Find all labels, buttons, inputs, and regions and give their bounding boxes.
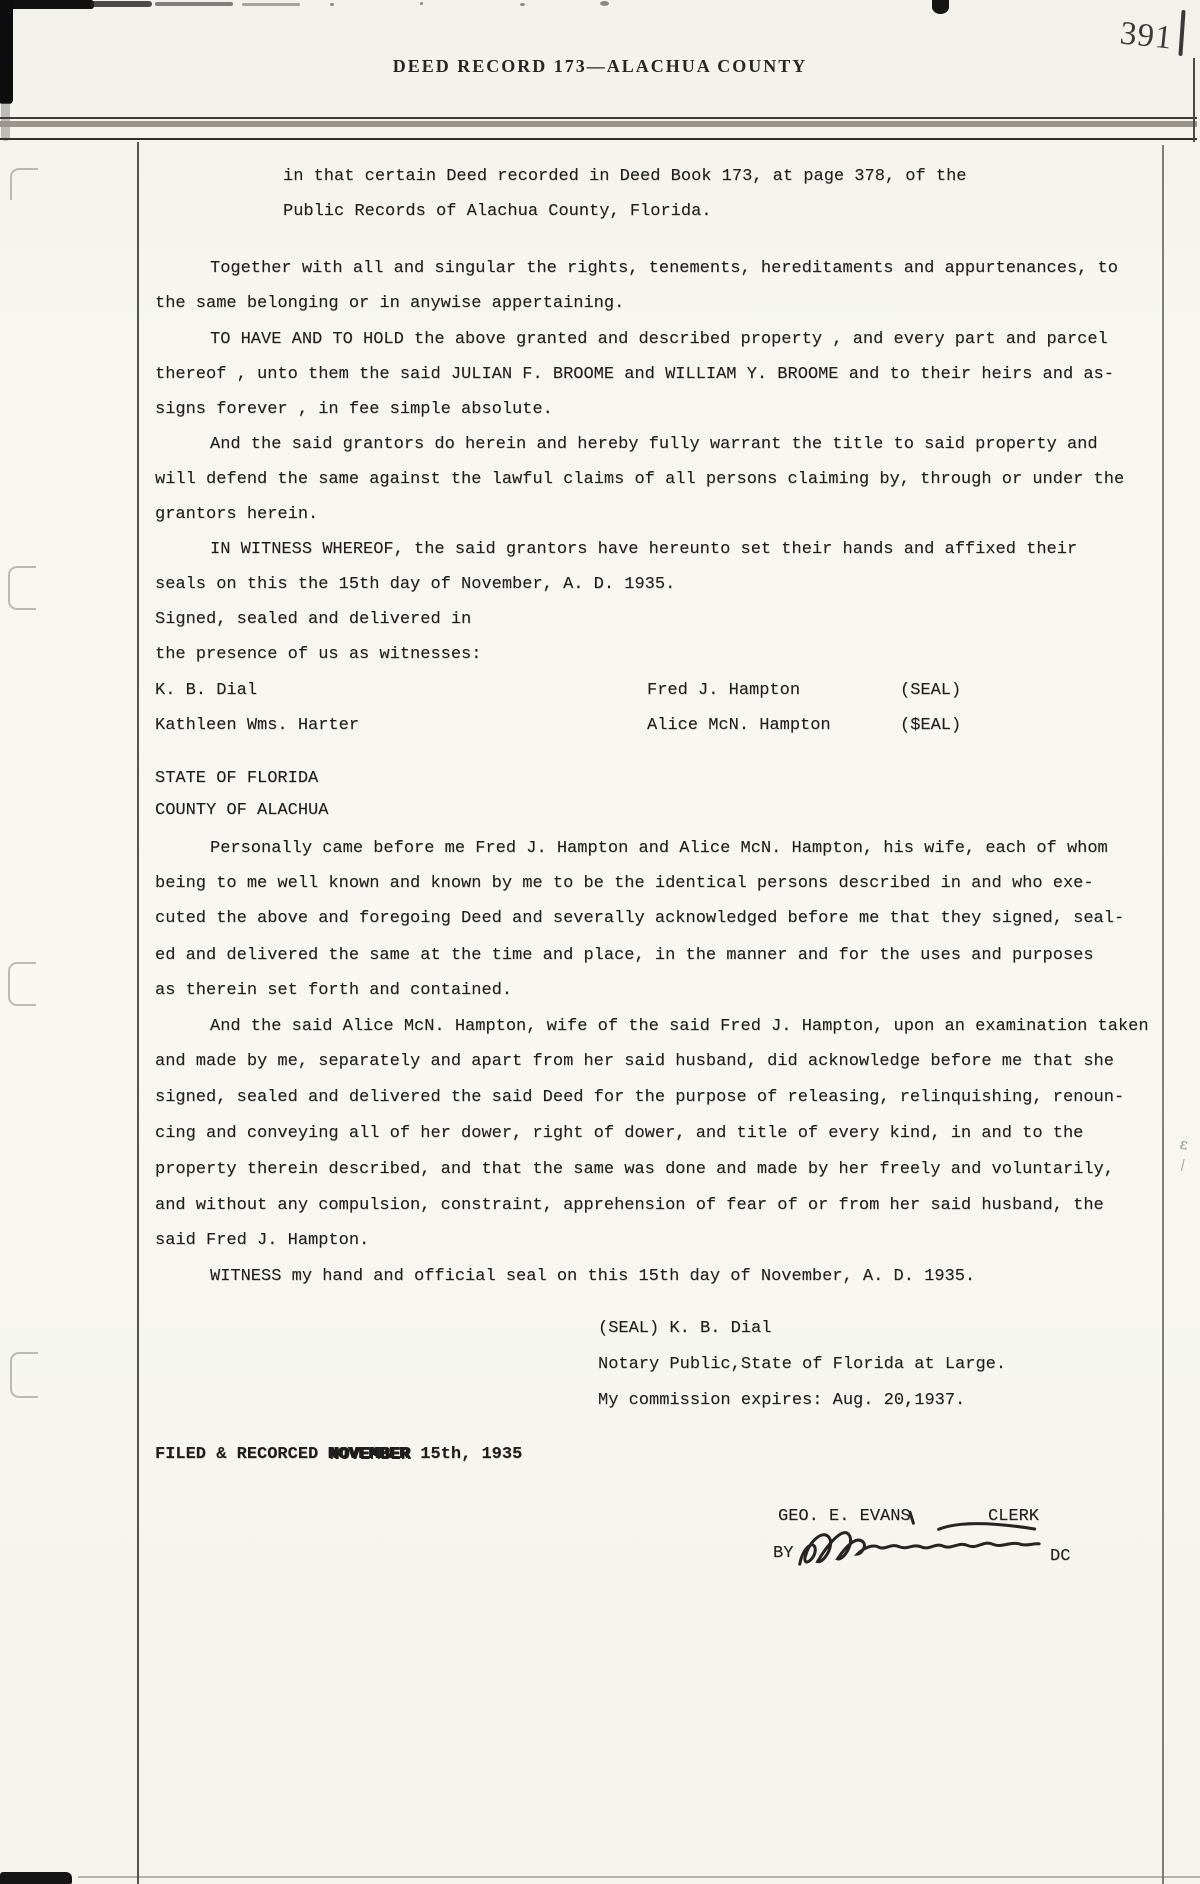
scan-speck bbox=[520, 3, 525, 6]
seal-label: (SEAL) bbox=[900, 681, 962, 700]
page-number: 391 bbox=[1118, 15, 1175, 57]
venue-state: STATE OF FLORIDA bbox=[155, 769, 319, 788]
header-rule-thick bbox=[0, 121, 1197, 127]
scan-smudge-bottom-left bbox=[0, 1872, 72, 1884]
deed-line: Personally came before me Fred J. Hampton and Alice McN. Hampton, his wife, each of whom bbox=[210, 839, 1108, 858]
seal-label: ($EAL) bbox=[900, 716, 962, 735]
witness-name: K. B. Dial bbox=[155, 681, 258, 700]
deed-line: Public Records of Alachua County, Florida. bbox=[283, 202, 712, 221]
scan-bottom-edge bbox=[78, 1876, 1200, 1878]
deed-line: TO HAVE AND TO HOLD the above granted and described property , and every part and parcel bbox=[210, 330, 1108, 349]
scan-speck bbox=[600, 1, 609, 6]
scan-margin-mark-4 bbox=[10, 1352, 38, 1398]
clerk-name: GEO. E. EVANS bbox=[778, 1507, 911, 1526]
left-margin-rule bbox=[137, 142, 139, 1884]
witness-name: Kathleen Wms. Harter bbox=[155, 716, 360, 735]
deed-line: the same belonging or in anywise appertaining. bbox=[155, 294, 625, 313]
deed-line: thereof , unto them the said JULIAN F. BROOME and WILLIAM Y. BROOME and to their heirs and as- bbox=[155, 365, 1114, 384]
venue-county: COUNTY OF ALACHUA bbox=[155, 801, 329, 820]
deed-line: ed and delivered the same at the time and place, in the manner and for the uses and purposes bbox=[155, 946, 1094, 965]
notary-commission: My commission expires: Aug. 20,1937. bbox=[598, 1391, 966, 1410]
deputy-clerk-initials: DC bbox=[1050, 1547, 1071, 1566]
scan-margin-squiggle: ε bbox=[1178, 1134, 1190, 1154]
deed-line: being to me well known and known by me to be the identical persons described in and who exe- bbox=[155, 874, 1094, 893]
right-margin-rule bbox=[1162, 145, 1164, 1884]
deed-line: seals on this the 15th day of November, A. D. 1935. bbox=[155, 575, 676, 594]
scan-bar-top-left-edge bbox=[0, 0, 13, 104]
clerk-by-label: BY bbox=[773, 1544, 794, 1563]
scan-speck bbox=[420, 2, 423, 5]
scan-margin-mark-1 bbox=[10, 168, 38, 200]
filed-suffix: 15th, 1935 bbox=[410, 1445, 523, 1464]
scan-blob-top bbox=[932, 0, 949, 14]
deed-line: cuted the above and foregoing Deed and severally acknowledged before me that they signed, seal- bbox=[155, 909, 1125, 928]
deed-line: signs forever , in fee simple absolute. bbox=[155, 400, 553, 419]
deed-line: said Fred J. Hampton. bbox=[155, 1231, 370, 1250]
deed-line: signed, sealed and delivered the said Deed for the purpose of releasing, relinquishing, renoun- bbox=[155, 1088, 1125, 1107]
deed-line: and without any compulsion, constraint, apprehension of fear of or from her said husband, the bbox=[155, 1196, 1104, 1215]
deed-line: as therein set forth and contained. bbox=[155, 981, 513, 1000]
scan-margin-mark-2 bbox=[8, 566, 36, 610]
deputy-clerk-signature bbox=[792, 1498, 1047, 1585]
deed-line: Signed, sealed and delivered in bbox=[155, 610, 472, 629]
deed-line: and made by me, separately and apart from her said husband, did acknowledge before me that she bbox=[155, 1052, 1114, 1071]
deed-line: cing and conveying all of her dower, right of dower, and title of every kind, in and to the bbox=[155, 1124, 1084, 1143]
page-header-title: DEED RECORD 173—ALACHUA COUNTY bbox=[392, 56, 808, 76]
deed-line: WITNESS my hand and official seal on this 15th day of November, A. D. 1935. bbox=[210, 1267, 976, 1286]
notary-seal-signature: (SEAL) K. B. Dial bbox=[598, 1319, 772, 1338]
deed-line: grantors herein. bbox=[155, 505, 319, 524]
clerk-title: CLERK bbox=[988, 1507, 1040, 1526]
filed-recorded-line bbox=[155, 1444, 522, 1466]
deed-line: in that certain Deed recorded in Deed Book 173, at page 378, of the bbox=[283, 167, 967, 186]
scan-margin-mark-3 bbox=[8, 962, 36, 1006]
scan-smudge-top-left-2 bbox=[90, 1, 152, 7]
scan-smudge-dash bbox=[155, 2, 233, 6]
header-rule-top bbox=[0, 117, 1197, 119]
deed-line: And the said Alice McN. Hampton, wife of the said Fred J. Hampton, upon an examination taken bbox=[210, 1017, 1149, 1036]
deed-line: Together with all and singular the rights, tenements, hereditaments and appurtenances, to bbox=[210, 259, 1118, 278]
deed-line: And the said grantors do herein and hereby fully warrant the title to said property and bbox=[210, 435, 1098, 454]
scan-right-edge-hook bbox=[1178, 10, 1185, 56]
scan-margin-squiggle-2: ⁄ bbox=[1179, 1158, 1187, 1174]
deed-line: property therein described, and that the same was done and made by her freely and voluntarily, bbox=[155, 1160, 1114, 1179]
header-rule-bottom bbox=[0, 138, 1197, 140]
scan-smudge-top-left bbox=[0, 0, 94, 9]
deed-line: will defend the same against the lawful claims of all persons claiming by, through or under the bbox=[155, 470, 1125, 489]
notary-title: Notary Public,State of Florida at Large. bbox=[598, 1355, 1007, 1374]
signer-name: Alice McN. Hampton bbox=[647, 716, 831, 735]
deed-line: IN WITNESS WHEREOF, the said grantors have hereunto set their hands and affixed their bbox=[210, 540, 1078, 559]
scan-smudge-dash-2 bbox=[242, 3, 300, 6]
signer-name: Fred J. Hampton bbox=[647, 681, 801, 700]
deed-line: the presence of us as witnesses: bbox=[155, 645, 482, 664]
filed-prefix: FILED & RECORCED bbox=[155, 1445, 329, 1464]
filed-month-overstruck: NOVEMBER bbox=[328, 1445, 411, 1464]
right-page-edge bbox=[1193, 58, 1195, 142]
scan-speck bbox=[330, 3, 334, 6]
